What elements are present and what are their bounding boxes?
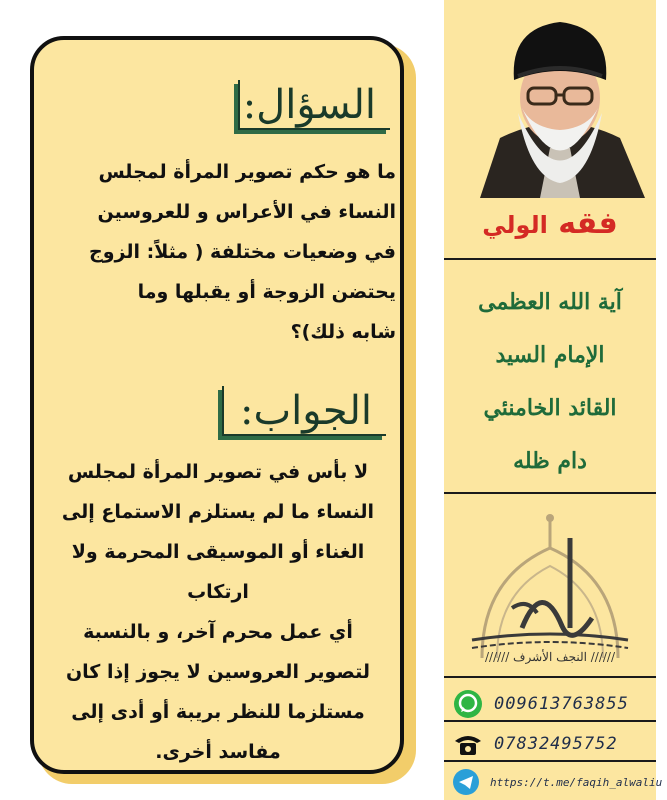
divider <box>444 492 656 494</box>
whatsapp-contact[interactable] <box>448 686 652 722</box>
brand-word-2: الولي <box>482 211 548 239</box>
telegram-contact[interactable] <box>448 764 663 800</box>
title-line-4: دام ظله <box>513 448 587 474</box>
divider <box>444 760 656 762</box>
answer-heading: الجواب: <box>222 386 386 436</box>
title-line-3: القائد الخامنئي <box>483 395 617 421</box>
phone-contact[interactable] <box>448 726 652 762</box>
divider <box>444 720 656 722</box>
question-heading: السؤال: <box>238 80 390 130</box>
scholar-title <box>450 276 650 488</box>
title-line-1: آية الله العظمى <box>478 289 622 315</box>
whatsapp-icon <box>452 688 484 720</box>
title-line-2: الإمام السيد <box>495 342 605 368</box>
logo-subtitle: ////// النجف الأشرف ////// <box>484 650 616 664</box>
portrait-image <box>470 8 650 198</box>
telegram-link[interactable]: https://t.me/faqih_alwaliu <box>490 775 663 789</box>
whatsapp-number: 009613763855 <box>494 694 629 714</box>
telegram-icon <box>452 766 480 798</box>
brand-title <box>452 196 648 252</box>
question-text: ما هو حكم تصوير المرأة لمجلس النساء في الأعراس و للعروسين في وضعيات مختلفة ( مثلاً: الزوج يحتضن الزوجة أو يقبلها وما شابه ذلك)؟ <box>89 161 396 343</box>
phone-number: 07832495752 <box>494 734 618 754</box>
phone-icon <box>452 728 484 760</box>
divider <box>444 676 656 678</box>
brand-word-1: فقه <box>558 206 618 241</box>
divider <box>444 258 656 260</box>
answer-text: لا بأس في تصوير المرأة لمجلس النساء ما لم يستلزم الاستماع إلى الغناء أو الموسيقى المحرمة ولا ارتكاب أي عمل محرم آخر، و بالنسبة لتصوير العروسين لا يجوز إذا كان مستلزما للنظر بريبة أو أدى إلى مفاسد أخرى. <box>61 461 375 763</box>
